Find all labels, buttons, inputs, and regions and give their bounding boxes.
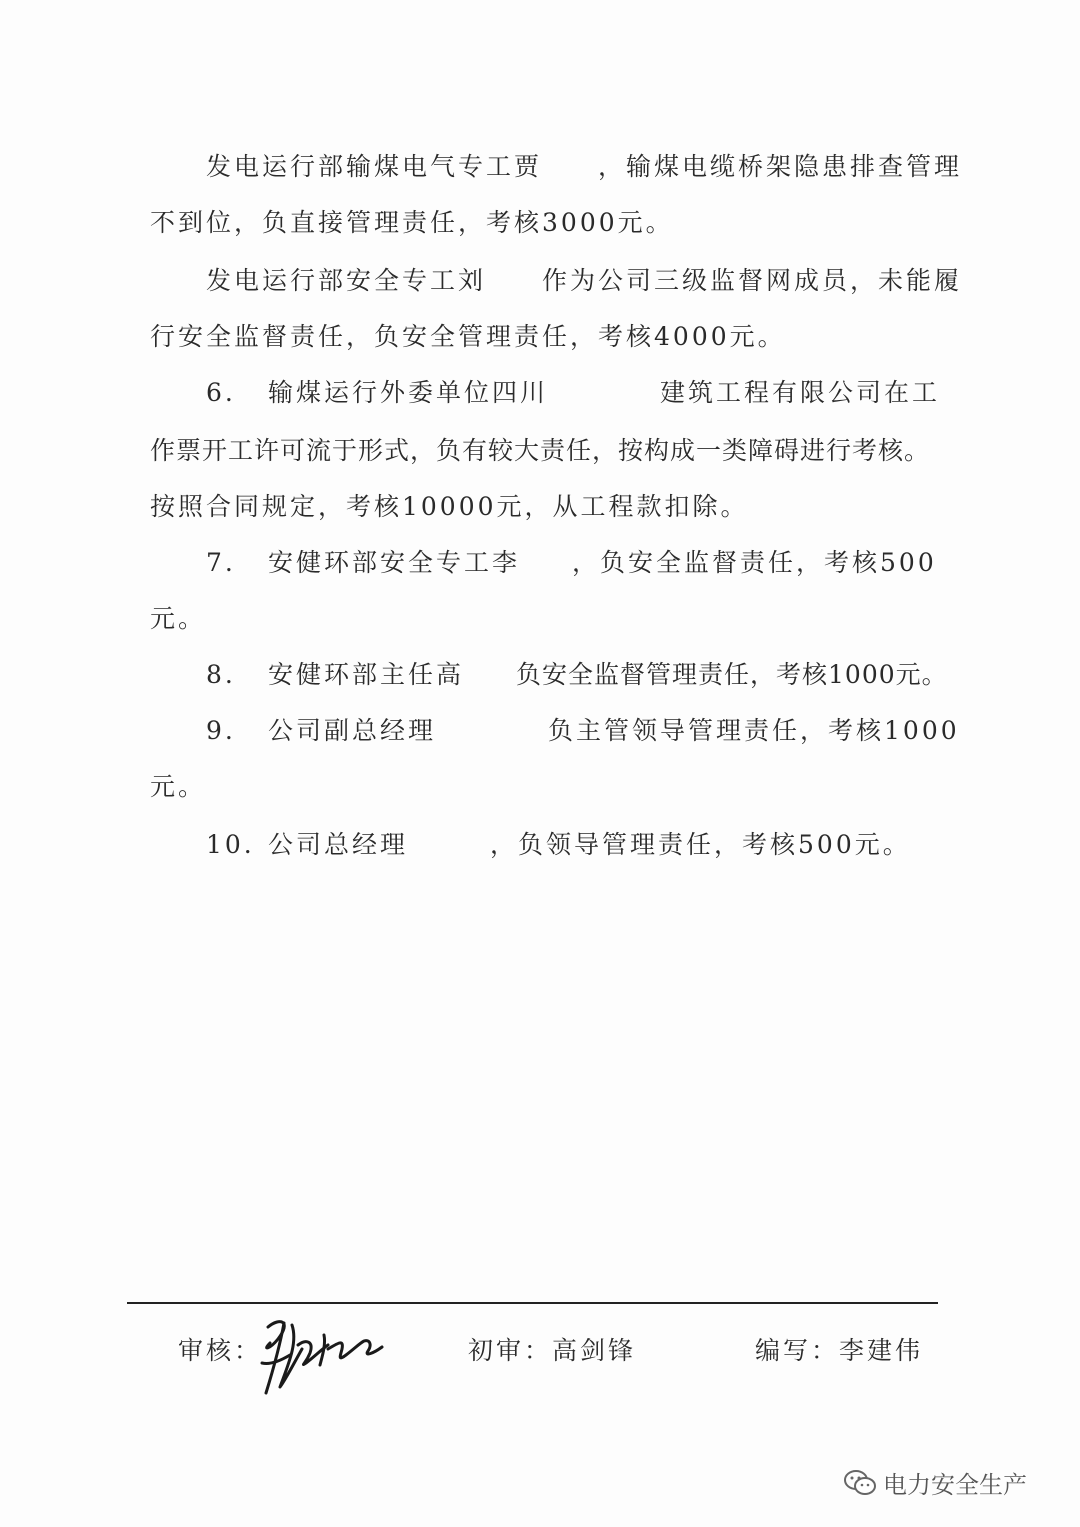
line-text: 发电运行部输煤电气专工贾 bbox=[206, 152, 543, 181]
item-number: 7. bbox=[206, 548, 236, 577]
line-text: 安健环部主任高 bbox=[268, 660, 465, 689]
watermark-text: 电力安全生产 bbox=[883, 1471, 1027, 1499]
paragraph-line bbox=[206, 150, 962, 184]
item-number: 10. bbox=[206, 830, 255, 859]
paragraph-line bbox=[150, 206, 674, 240]
line-text: 作为公司三级监督网成员，未能履 bbox=[542, 266, 963, 295]
paragraph-line bbox=[206, 264, 962, 298]
paragraph-line bbox=[150, 770, 206, 804]
handwritten-signature bbox=[240, 1305, 390, 1400]
item-number: 6. bbox=[206, 378, 236, 407]
line-text: ，负领导管理责任，考核500元。 bbox=[490, 830, 911, 859]
wechat-icon bbox=[843, 1468, 877, 1498]
footer-divider bbox=[127, 1302, 938, 1304]
paragraph-line bbox=[150, 602, 206, 636]
line-text: 行安全监督责任，负安全管理责任，考核4000元。 bbox=[150, 322, 786, 351]
line-text: 公司总经理 bbox=[268, 830, 409, 859]
line-text: 安健环部安全专工李 bbox=[268, 548, 521, 577]
line-text: 公司副总经理 bbox=[268, 716, 437, 745]
line-text: 元。 bbox=[150, 604, 207, 633]
paragraph-line bbox=[150, 490, 749, 524]
line-text: 负安全监督管理责任，考核1000元。 bbox=[516, 660, 948, 689]
item-number: 8. bbox=[206, 660, 236, 689]
paragraph-line bbox=[150, 320, 786, 354]
line-text: 按照合同规定，考核10000元，从工程款扣除。 bbox=[150, 492, 749, 521]
author: 编写：李建伟 bbox=[755, 1336, 924, 1365]
line-text: 输煤运行外委单位四川 bbox=[268, 378, 549, 407]
line-text: 负主管领导管理责任，考核1000 bbox=[548, 716, 960, 745]
line-text: 不到位，负直接管理责任，考核3000元。 bbox=[150, 208, 674, 237]
list-item bbox=[206, 658, 948, 692]
review-label: 审核： bbox=[178, 1336, 263, 1365]
line-text: ，负安全监督责任，考核500 bbox=[572, 548, 937, 577]
item-number: 9. bbox=[206, 716, 236, 745]
list-item bbox=[206, 714, 960, 748]
list-item bbox=[206, 376, 940, 410]
list-item bbox=[206, 828, 911, 862]
line-text: 发电运行部安全专工刘 bbox=[206, 266, 487, 295]
list-item bbox=[206, 546, 937, 580]
wechat-watermark bbox=[843, 1465, 1027, 1500]
line-text: ，输煤电缆桥架隐患排查管理 bbox=[598, 152, 963, 181]
line-text: 作票开工许可流于形式，负有较大责任，按构成一类障碍进行考核。 bbox=[150, 436, 931, 465]
paragraph-line bbox=[150, 434, 930, 468]
initial-review: 初审：高剑锋 bbox=[468, 1336, 637, 1365]
line-text: 元。 bbox=[150, 772, 207, 801]
line-text: 建筑工程有限公司在工 bbox=[660, 378, 941, 407]
